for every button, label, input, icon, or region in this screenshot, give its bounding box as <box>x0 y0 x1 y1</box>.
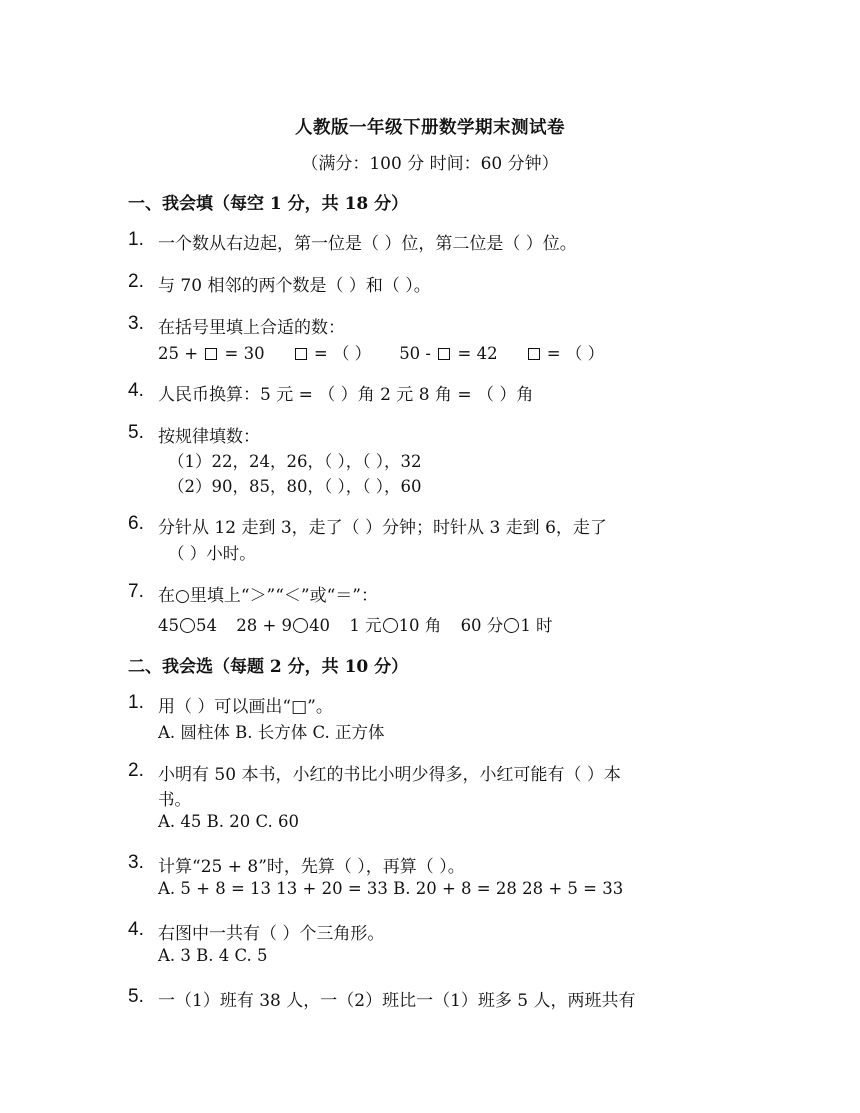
question-text: 与 70 相邻的两个数是（ ）和（ ）。 <box>158 276 431 296</box>
blank-box-icon <box>438 348 450 360</box>
compare-circle-icon <box>180 618 195 633</box>
question-text: 在括号里填上合适的数： <box>158 318 345 338</box>
question-text: 在○里填上“＞”“＜”或“＝”： <box>158 586 378 606</box>
question-text: 计算“25 + 8”时，先算（ ），再算（ ）。 <box>158 857 465 877</box>
page-subtitle: （满分：100 分 时间：60 分钟） <box>301 154 559 174</box>
question-text: 小明有 50 本书，小红的书比小明少得多，小红可能有（ ）本 <box>158 765 621 785</box>
question-number: 4. <box>128 919 144 940</box>
section1-heading: 一、我会填（每空 1 分，共 18 分） <box>128 194 409 214</box>
question-text: 一（1）班有 38 人，一（2）班比一（1）班多 5 人，两班共有 <box>158 991 636 1011</box>
question-number: 5. <box>128 986 144 1007</box>
compare-circle-icon <box>504 618 519 633</box>
question-text: 用（ ）可以画出“□”。 <box>158 697 333 717</box>
sequence-line-1: （1）22，24，26，（ ），（ ），32 <box>168 452 422 471</box>
question-continuation: 书。 <box>158 790 191 809</box>
question-number: 2. <box>128 760 144 781</box>
options-line: A. 圆柱体 B. 长方体 C. 正方体 <box>158 723 385 742</box>
options-line: A. 5 + 8 = 13 13 + 20 = 33 B. 20 + 8 = 28 28 + 5 = 33 <box>158 879 624 898</box>
compare-circle-icon <box>383 618 398 633</box>
question-number: 7. <box>128 581 144 602</box>
blank-box-icon <box>528 348 540 360</box>
question-number: 6. <box>128 513 144 534</box>
question-number: 5. <box>128 422 144 443</box>
blank-box-icon <box>295 348 307 360</box>
page-title: 人教版一年级下册数学期末测试卷 <box>295 118 565 138</box>
section2-heading: 二、我会选（每题 2 分，共 10 分） <box>128 657 409 677</box>
question-continuation: （ ）小时。 <box>168 544 256 563</box>
question-text: 一个数从右边起，第一位是（ ）位，第二位是（ ）位。 <box>158 234 577 254</box>
equation-line: 25 + = 30 = （ ） 50 - = 42 = （ ） <box>158 344 605 363</box>
options-line: A. 3 B. 4 C. 5 <box>158 946 268 965</box>
question-text: 右图中一共有（ ）个三角形。 <box>158 924 385 944</box>
blank-box-icon <box>205 348 217 360</box>
question-number: 2. <box>128 271 144 292</box>
question-text: 分针从 12 走到 3，走了（ ）分钟；时针从 3 走到 6，走了 <box>158 518 607 538</box>
compare-circle-icon <box>293 618 308 633</box>
question-number: 3. <box>128 852 144 873</box>
question-number: 1. <box>128 229 144 250</box>
options-line: A. 45 B. 20 C. 60 <box>158 812 300 831</box>
question-number: 3. <box>128 313 144 334</box>
sequence-line-2: （2）90，85，80，（ ），（ ），60 <box>168 477 422 496</box>
question-text: 按规律填数： <box>158 427 260 447</box>
question-number: 1. <box>128 692 144 713</box>
question-text: 人民币换算：5 元 = （ ）角 2 元 8 角 = （ ）角 <box>158 385 534 405</box>
question-number: 4. <box>128 380 144 401</box>
compare-line: 45 54 28 + 9 40 1 元 10 角 60 分 1 时 <box>158 616 553 635</box>
